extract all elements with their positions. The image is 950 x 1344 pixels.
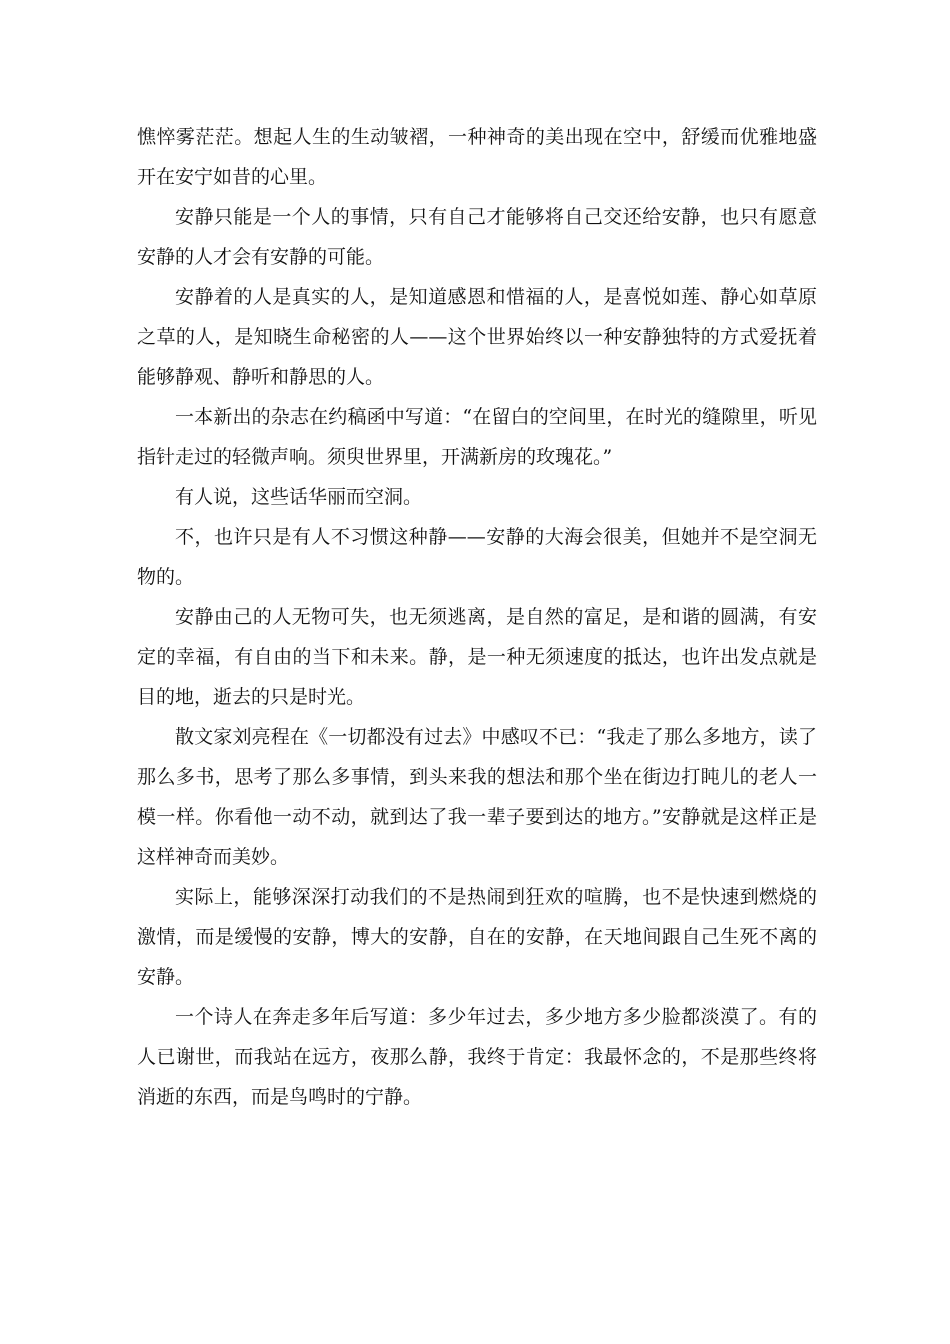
paragraph: 安静只能是一个人的事情，只有自己才能够将自己交还给安静，也只有愿意安静的人才会有安静的可能。 (137, 206, 817, 268)
paragraph: 一个诗人在奔走多年后写道：多少年过去，多少地方多少脸都淡漠了。有的人已谢世，而我站在远方，夜那么静，我终于肯定：我最怀念的，不是那些终将消逝的东西，而是鸟鸣时的宁静。 (137, 1006, 817, 1108)
paragraph: 一本新出的杂志在约稿函中写道：“在留白的空间里，在时光的缝隙里，听见指针走过的轻微声响。须臾世界里，开满新房的玫瑰花。” (137, 406, 817, 468)
paragraph-continued: 憔悴雾茫茫。想起人生的生动皱褶，一种神奇的美出现在空中，舒缓而优雅地盛开在安宁如昔的心里。 (137, 126, 817, 188)
paragraph: 安静由己的人无物可失，也无须逃离，是自然的富足，是和谐的圆满，有安定的幸福，有自由的当下和未来。静，是一种无须速度的抵达，也许出发点就是目的地，逝去的只是时光。 (137, 606, 817, 708)
document-body (137, 117, 817, 1117)
paragraph: 有人说，这些话华丽而空洞。 (175, 486, 423, 508)
paragraph: 安静着的人是真实的人，是知道感恩和惜福的人，是喜悦如莲、静心如草原之草的人，是知晓生命秘密的人——这个世界始终以一种安静独特的方式爱抚着能够静观、静听和静思的人。 (137, 286, 817, 388)
paragraph: 实际上，能够深深打动我们的不是热闹到狂欢的喧腾，也不是快速到燃烧的激情，而是缓慢的安静，博大的安静，自在的安静，在天地间跟自己生死不离的安静。 (137, 886, 817, 988)
paragraph: 不，也许只是有人不习惯这种静——安静的大海会很美，但她并不是空洞无物的。 (137, 526, 817, 588)
paragraph: 散文家刘亮程在《一切都没有过去》中感叹不已：“我走了那么多地方，读了那么多书，思考了那么多事情，到头来我的想法和那个坐在街边打盹儿的老人一模一样。你看他一动不动，就到达了我一辈子要到达的地方。”安静就是这样正是这样神奇而美妙。 (137, 726, 817, 868)
